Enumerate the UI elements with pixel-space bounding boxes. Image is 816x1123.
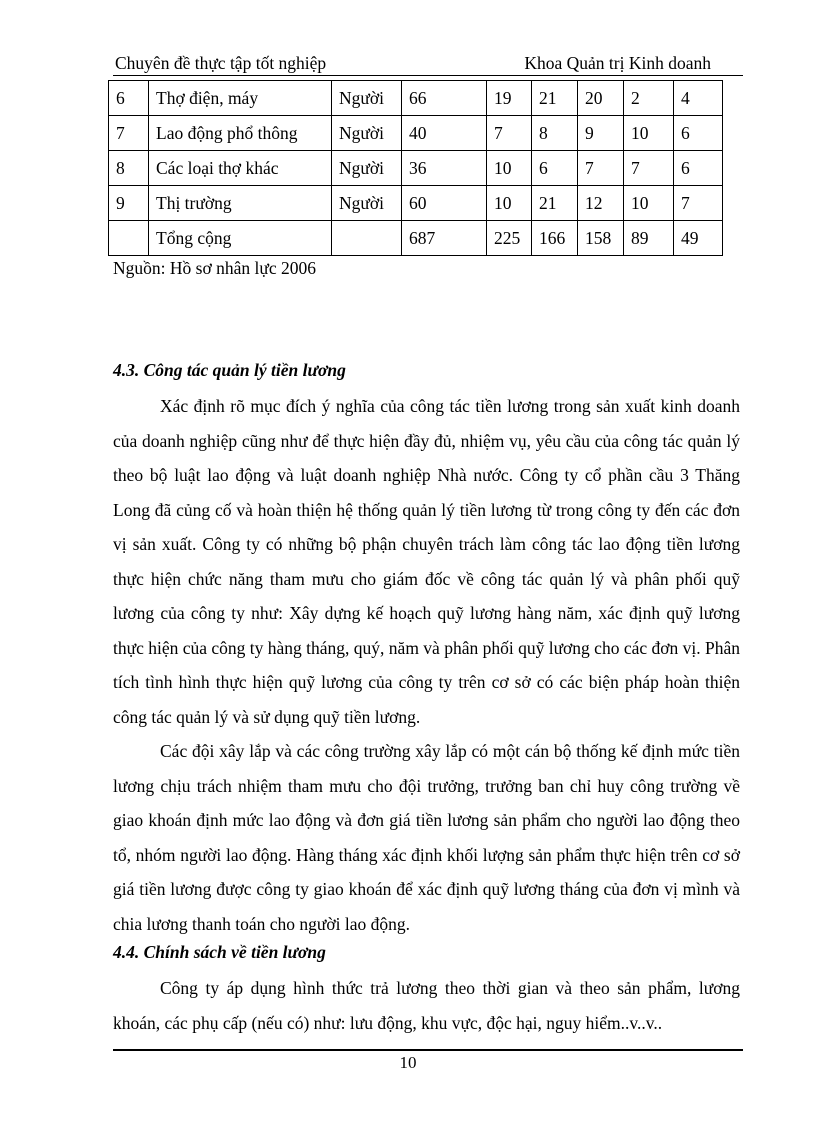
table-cell-value: 10	[487, 151, 532, 186]
table-row	[109, 81, 723, 116]
table-cell-value: 49	[674, 221, 723, 256]
table-cell-no: 9	[109, 186, 149, 221]
table-cell-value: 19	[487, 81, 532, 116]
table-cell-value: 10	[624, 116, 674, 151]
table-cell-no: 7	[109, 116, 149, 151]
body-paragraph: Xác định rõ mục đích ý nghĩa của công tác tiền lương trong sản xuất kinh doanh của doanh nghiệp cũng như để thực hiện đầy đủ, nhiệm vụ, yêu cầu của công tác quản lý theo bộ luật lao động và luật doanh nghiệp Nhà nước. Công ty cổ phần cầu 3 Thăng Long đã củng cố và hoàn thiện hệ thống quản lý tiền lương từ trong công ty đến các đơn vị sản xuất. Công ty có những bộ phận chuyên trách làm công tác lao động tiền lương thực hiện chức năng tham mưu cho giám đốc về công tác quản lý và phân phối quỹ lương của công ty như: Xây dựng kế hoạch quỹ lương hàng năm, xác định quỹ lương thực hiện của công ty hàng tháng, quý, năm và phân phối quỹ lương cho các đơn vị. Phân tích tình hình thực hiện quỹ lương của công ty trên cơ sở có các biện pháp hoàn thiện công tác quản lý và sử dụng quỹ tiền lương.	[113, 396, 740, 727]
table-cell-value: 21	[532, 81, 578, 116]
table-cell-total: 66	[402, 81, 487, 116]
table-cell-value: 225	[487, 221, 532, 256]
table-cell-occupation: Lao động phổ thông	[149, 116, 332, 151]
table-cell-value: 7	[624, 151, 674, 186]
table-row	[109, 116, 723, 151]
table-cell-unit: Người	[332, 81, 402, 116]
table-cell-value: 6	[532, 151, 578, 186]
table-cell-no	[109, 221, 149, 256]
header-rule	[113, 75, 743, 76]
table-cell-occupation: Thợ điện, máy	[149, 81, 332, 116]
table-source-note: Nguồn: Hồ sơ nhân lực 2006	[113, 258, 316, 278]
table-cell-value: 21	[532, 186, 578, 221]
table-cell-value: 7	[487, 116, 532, 151]
table-cell-unit: Người	[332, 186, 402, 221]
table-cell-occupation: Các loại thợ khác	[149, 151, 332, 186]
header-document-title: Chuyên đề thực tập tốt nghiệp	[115, 53, 327, 73]
table-cell-no: 6	[109, 81, 149, 116]
table-cell-value: 12	[578, 186, 624, 221]
body-paragraph: Các đội xây lắp và các công trường xây lắp có một cán bộ thống kế định mức tiền lương chịu trách nhiệm tham mưu cho đội trưởng, trưởng ban chỉ huy công trường về giao khoán định mức lao động và đơn giá tiền lương sản phẩm cho người lao động theo tổ, nhóm người lao động. Hàng tháng xác định khối lượng sản phẩm thực hiện trên cơ sở giá tiền lương được công ty giao khoán để xác định quỹ lương tháng của đơn vị mình và chia lương thanh toán cho người lao động.	[113, 741, 740, 934]
table-row	[109, 151, 723, 186]
table-cell-value: 20	[578, 81, 624, 116]
table-cell-value: 4	[674, 81, 723, 116]
table-cell-no: 8	[109, 151, 149, 186]
section-heading-4-4: 4.4. Chính sách về tiền lương	[113, 942, 326, 962]
body-paragraph: Công ty áp dụng hình thức trả lương theo thời gian và theo sản phẩm, lương khoán, các phụ cấp (nếu có) như: lưu động, khu vực, độc hại, nguy hiểm..v..v..	[113, 978, 740, 1033]
table-cell-total: 36	[402, 151, 487, 186]
table-cell-total: 687	[402, 221, 487, 256]
table-cell-unit: Người	[332, 151, 402, 186]
table-cell-total: 60	[402, 186, 487, 221]
table-cell-value: 158	[578, 221, 624, 256]
table-cell-occupation: Tổng cộng	[149, 221, 332, 256]
table-cell-value: 6	[674, 151, 723, 186]
table-cell-occupation: Thị trường	[149, 186, 332, 221]
table-cell-unit: Người	[332, 116, 402, 151]
table-cell-value: 8	[532, 116, 578, 151]
table-cell-value: 89	[624, 221, 674, 256]
table-cell-value: 10	[487, 186, 532, 221]
footer-rule	[113, 1049, 743, 1051]
table-cell-value: 2	[624, 81, 674, 116]
table-cell-value: 6	[674, 116, 723, 151]
table-cell-value: 166	[532, 221, 578, 256]
table-cell-value: 7	[578, 151, 624, 186]
table-cell-unit	[332, 221, 402, 256]
workforce-table	[108, 80, 723, 256]
table-cell-value: 10	[624, 186, 674, 221]
table-cell-total: 40	[402, 116, 487, 151]
page-header	[113, 50, 743, 76]
table-cell-value: 9	[578, 116, 624, 151]
table-total-row	[109, 221, 723, 256]
table-row	[109, 186, 723, 221]
table-cell-value: 7	[674, 186, 723, 221]
page-number: 10	[399, 1053, 417, 1072]
header-faculty: Khoa Quản trị Kinh doanh	[524, 53, 711, 73]
section-heading-4-3: 4.3. Công tác quản lý tiền lương	[113, 360, 346, 380]
